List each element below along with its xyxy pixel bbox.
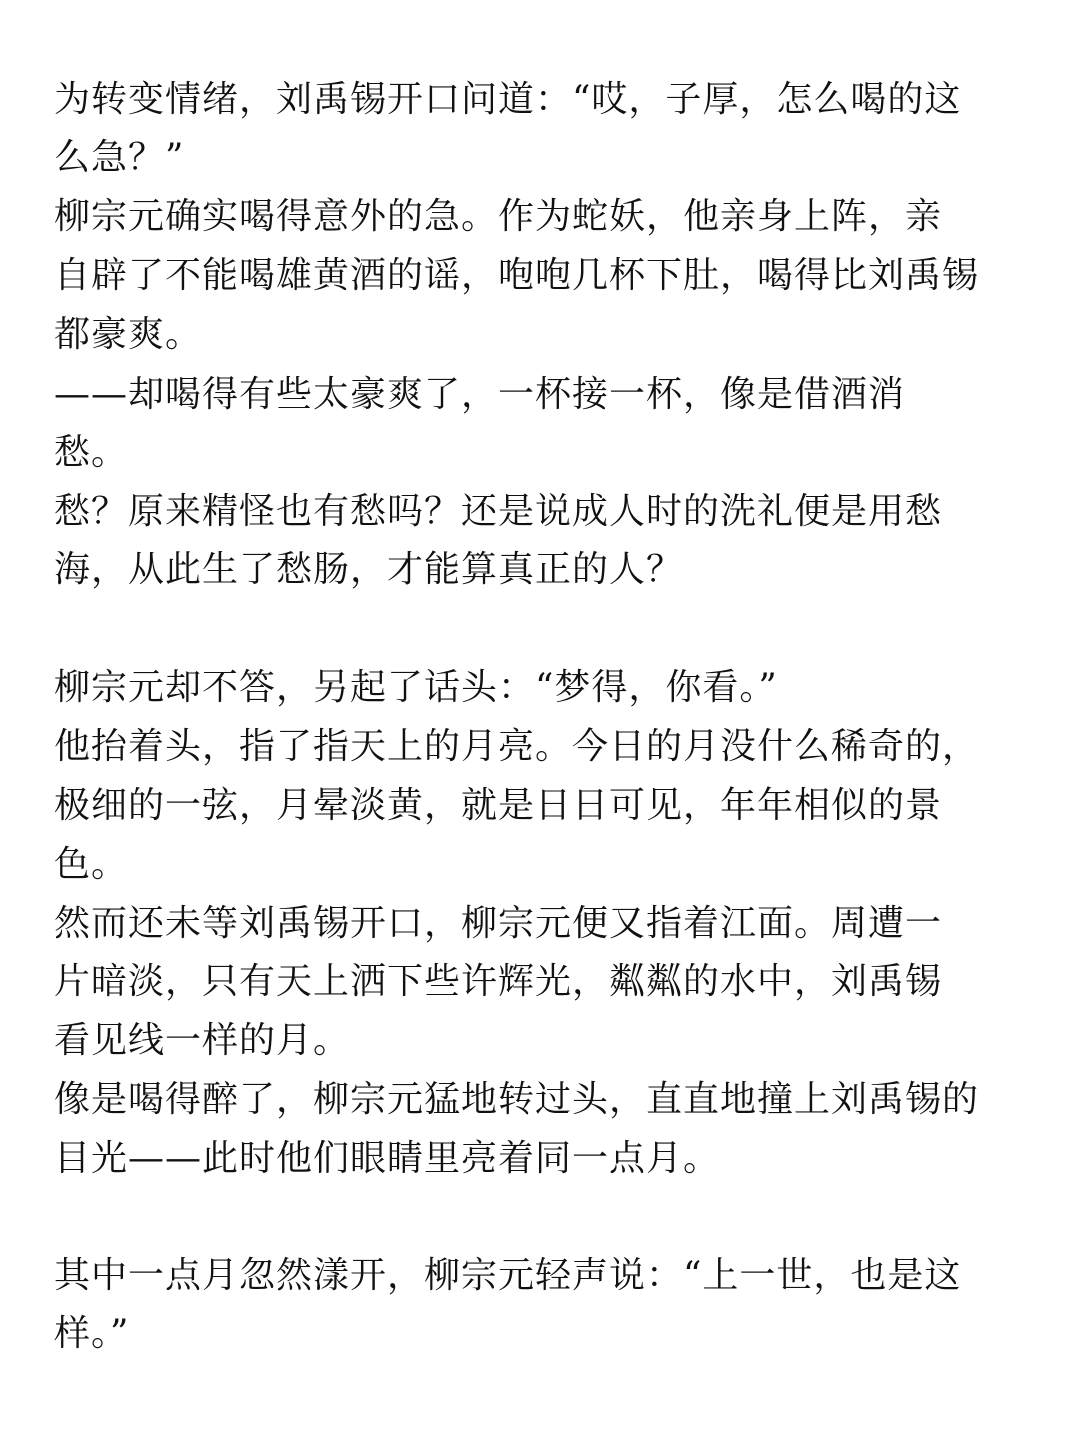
- text-line: 么急？”: [54, 137, 185, 178]
- text-line: 愁。: [54, 432, 129, 473]
- text-line: 然而还未等刘禹锡开口，柳宗元便又指着江面。周遭一: [54, 903, 943, 944]
- text-line: 为转变情绪，刘禹锡开口问道：“哎，子厚，怎么喝的这: [54, 79, 962, 120]
- text-line: 海，从此生了愁肠，才能算真正的人？: [54, 549, 684, 590]
- text-line: 样。”: [54, 1313, 130, 1354]
- text-line: 都豪爽。: [54, 314, 203, 355]
- text-line: 片暗淡，只有天上洒下些许辉光，粼粼的水中，刘禹锡: [54, 961, 943, 1002]
- text-line: 极细的一弦，月晕淡黄，就是日日可见，年年相似的景: [54, 785, 943, 826]
- text-line: 色。: [54, 844, 129, 885]
- text-line: 柳宗元却不答，另起了话头：“梦得，你看。”: [54, 667, 778, 708]
- text-line: 像是喝得醉了，柳宗元猛地转过头，直直地撞上刘禹锡的: [54, 1079, 980, 1120]
- text-line: 其中一点月忽然漾开，柳宗元轻声说：“上一世，也是这: [54, 1255, 962, 1296]
- text-line: 看见线一样的月。: [54, 1020, 351, 1061]
- text-line: ——却喝得有些太豪爽了，一杯接一杯，像是借酒消: [54, 374, 906, 415]
- text-line: 自辟了不能喝雄黄酒的谣，咆咆几杯下肚，喝得比刘禹锡: [54, 255, 980, 296]
- text-line: 愁？原来精怪也有愁吗？还是说成人时的洗礼便是用愁: [54, 491, 943, 532]
- text-line: 目光——此时他们眼睛里亮着同一点月。: [54, 1138, 721, 1179]
- text-line: 柳宗元确实喝得意外的急。作为蛇妖，他亲身上阵，亲: [54, 196, 943, 237]
- text-line: 他抬着头，指了指天上的月亮。今日的月没什么稀奇的，: [54, 726, 980, 767]
